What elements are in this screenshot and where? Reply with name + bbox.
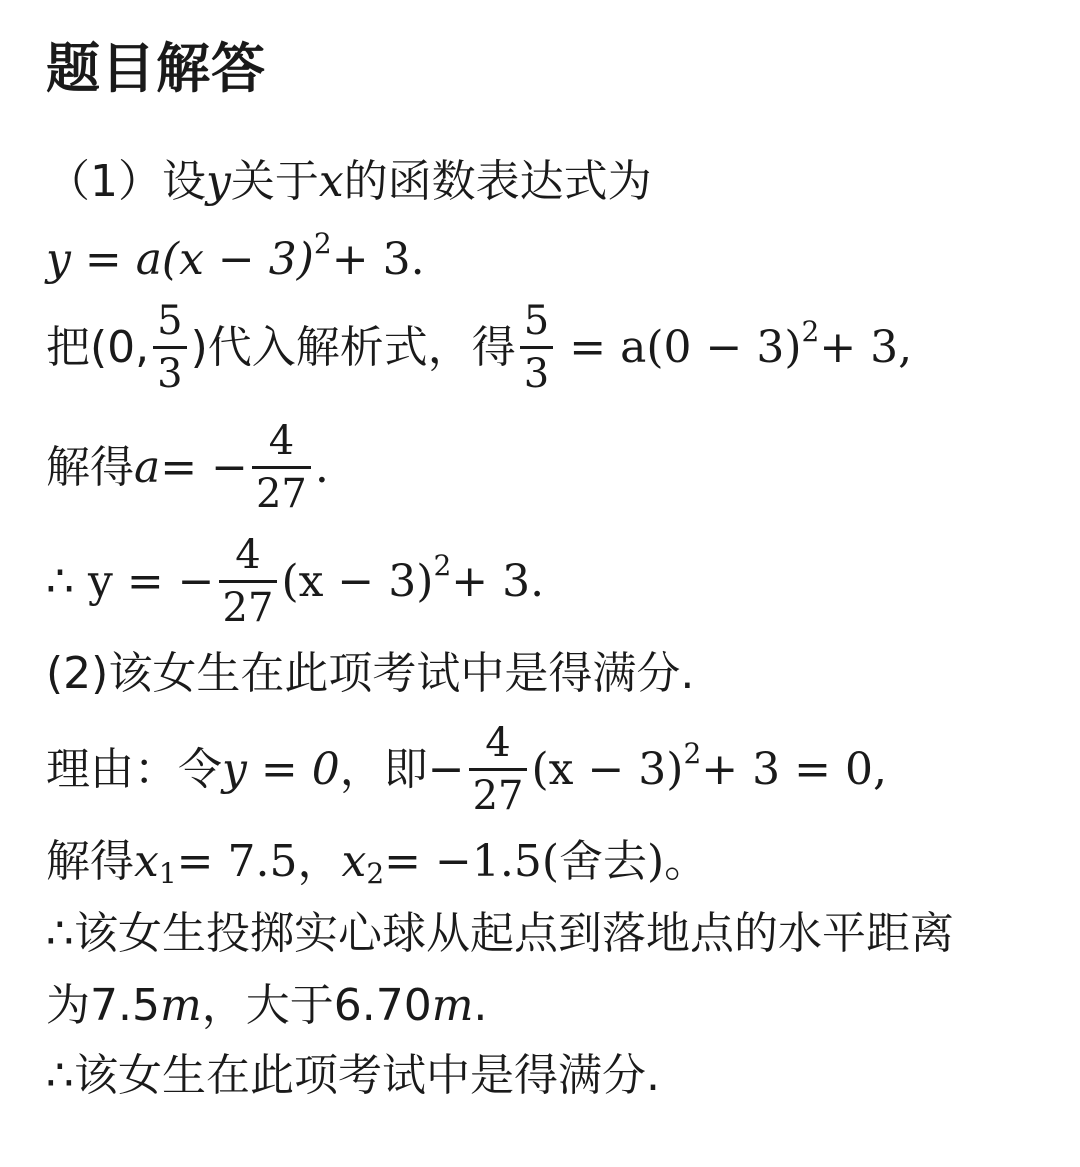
unit-m: m [159, 980, 202, 1031]
reason-mid: ，即− [339, 743, 465, 795]
x1-value: = 7.5， [176, 836, 342, 887]
fraction-numerator: 4 [485, 720, 511, 766]
x2-value: = −1.5(舍去)。 [384, 836, 709, 887]
reason-rest: (x − 3) [531, 743, 684, 795]
expr-tail: + 3. [331, 234, 425, 285]
reason-eq: y = 0 [222, 743, 340, 795]
solve-tail: . [314, 441, 329, 493]
fraction-4-27-b [219, 534, 278, 629]
eq-tail: + 3, [819, 321, 913, 373]
x1-subscript: 1 [158, 857, 177, 890]
solve-prefix: 解得 [46, 441, 134, 493]
reason-prefix: 理由：令 [46, 743, 222, 795]
substitution-line [46, 300, 912, 395]
part2-claim [46, 648, 695, 699]
fraction-numerator: 4 [235, 532, 261, 578]
fraction-numerator: 5 [523, 298, 550, 344]
fraction-5-3-b [520, 300, 553, 395]
expr-exponent: 2 [313, 227, 332, 260]
conclusion-line-1 [46, 908, 954, 959]
var-a: a [134, 441, 161, 493]
part1-intro [46, 156, 652, 207]
fraction-denominator: 27 [252, 466, 311, 515]
conclusion2-tail: . [473, 980, 488, 1031]
conclusion2-mid: ，大于6.70 [201, 980, 432, 1031]
therefore-tail: + 3. [451, 555, 545, 607]
var-x: x [318, 156, 344, 207]
page-title: 题目解答 [46, 37, 266, 100]
intro-mid: 关于 [230, 156, 319, 207]
var-x2: x [341, 836, 367, 887]
claim-text: (2)该女生在此项考试中是得满分. [46, 648, 695, 699]
sub-mid: )代入解析式，得 [190, 321, 516, 373]
eq-rhs: = a(0 − 3) [569, 321, 802, 373]
fraction-numerator: 4 [268, 418, 295, 464]
intro-prefix: （1）设 [46, 156, 206, 207]
conclusion3-text: ∴该女生在此项考试中是得满分. [46, 1050, 660, 1101]
therefore-exponent: 2 [433, 548, 452, 582]
reason-line [46, 722, 887, 817]
intro-suffix: 的函数表达式为 [343, 156, 652, 207]
conclusion1-text: ∴该女生投掷实心球从起点到落地点的水平距离 [46, 908, 954, 959]
fraction-denominator: 27 [219, 580, 278, 629]
solve-a-line [46, 420, 329, 515]
conclusion-line-3 [46, 1050, 660, 1101]
x2-subscript: 2 [366, 857, 385, 890]
fraction-4-27 [252, 420, 311, 515]
conclusion2-prefix: 为7.5 [46, 980, 160, 1031]
therefore-rest: (x − 3) [281, 555, 434, 607]
fraction-denominator: 3 [520, 346, 553, 395]
fraction-4-27-c [469, 722, 528, 817]
fraction-denominator: 3 [153, 346, 186, 395]
function-expression [46, 227, 425, 285]
var-x1: x [134, 836, 159, 887]
eq-exponent: 2 [801, 314, 820, 348]
therefore-prefix: ∴ y = − [46, 555, 215, 607]
solve-eq: = − [160, 441, 248, 493]
fraction-5-3 [153, 300, 186, 395]
conclusion-line-2 [46, 980, 488, 1031]
sub-prefix: 把(0, [46, 321, 150, 373]
fraction-denominator: 27 [469, 768, 528, 817]
therefore-line [46, 534, 544, 629]
reason-tail: + 3 = 0, [701, 743, 887, 795]
expr-main: y = a(x − 3) [46, 234, 314, 285]
fraction-numerator: 5 [157, 298, 183, 344]
roots-prefix: 解得 [46, 836, 134, 887]
roots-line [46, 836, 709, 890]
unit-m-2: m [431, 980, 474, 1031]
reason-exponent: 2 [683, 736, 702, 770]
var-y: y [206, 156, 231, 207]
